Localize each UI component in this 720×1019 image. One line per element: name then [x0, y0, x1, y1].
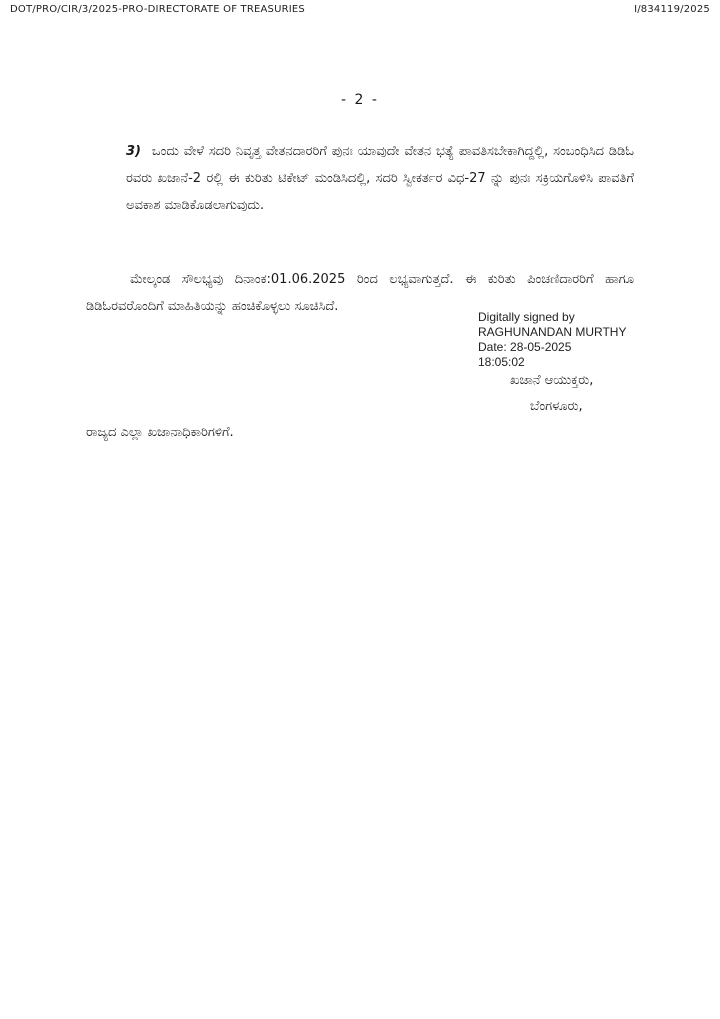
point-number: 3) [126, 144, 141, 159]
document-id: I/834119/2025 [634, 4, 710, 15]
document-reference: DOT/PRO/CIR/3/2025-PRO-DIRECTORATE OF TREASURIES [10, 4, 305, 15]
signature-time: 18:05:02 [478, 355, 525, 369]
signatory-place: ಬೆಂಗಳೂರು, [530, 399, 583, 414]
page-number: - 2 - [341, 92, 379, 108]
point-3-paragraph [126, 138, 634, 219]
main-paragraph: ಮೇಲ್ಕಂಡ ಸೌಲಭ್ಯವು ದಿನಾಂಕ:01.06.2025 ರಿಂದ ಲಭ್ಯವಾಗುತ್ತದೆ. ಈ ಕುರಿತು ಪಿಂಚಣಿದಾರರಿಗೆ ಹಾಗೂ ಡಿಡಿಓರವರೊಂದಿಗೆ ಮಾಹಿತಿಯನ್ನು ಹಂಚಿಕೊಳ್ಳಲು ಸೂಚಿಸಿದೆ. [86, 272, 634, 314]
signer-name: RAGHUNANDAN MURTHY [478, 325, 627, 339]
signatory-designation: ಖಜಾನೆ ಆಯುಕ್ತರು, [510, 373, 594, 388]
digital-signature [478, 310, 626, 370]
point-text: ಒಂದು ವೇಳೆ ಸದರಿ ನಿವೃತ್ತ ವೇತನದಾರರಿಗೆ ಪುನಃ ಯಾವುದೇ ವೇತನ ಭತ್ಯೆ ಪಾವತಿಸಬೇಕಾಗಿದ್ದಲ್ಲಿ, ಸಂಬಂಧಿಸಿದ ಡಿಡಿಓ ರವರು ಖಜಾನೆ-2 ರಲ್ಲಿ ಈ ಕುರಿತು ಟಿಕೇಟ್ ಮಂಡಿಸಿದಲ್ಲಿ, ಸದರಿ ಸ್ವೀಕರ್ತರ ವಿಧ-27 ನ್ನು ಪುನಃ ಸಕ್ರಿಯಗೊಳಿಸಿ ಪಾವತಿಗೆ ಅವಕಾಶ ಮಾಡಿಕೊಡಲಾಗುವುದು. [126, 144, 634, 213]
signature-caption: Digitally signed by [478, 310, 575, 324]
recipient-line: ರಾಜ್ಯದ ಎಲ್ಲಾ ಖಜಾನಾಧಿಕಾರಿಗಳಿಗೆ. [86, 425, 234, 440]
signature-date: Date: 28-05-2025 [478, 340, 572, 354]
